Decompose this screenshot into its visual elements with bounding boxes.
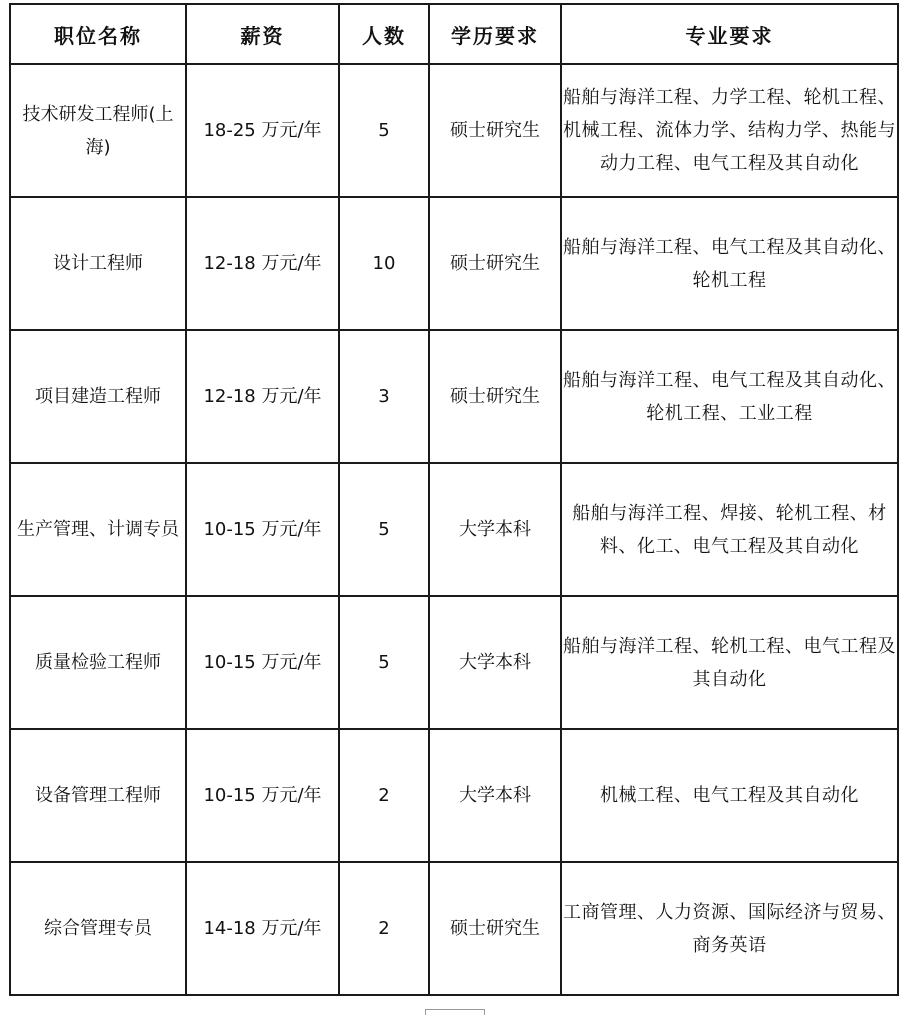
major-cell: 船舶与海洋工程、电气工程及其自动化、轮机工程 (561, 197, 898, 330)
major-cell: 机械工程、电气工程及其自动化 (561, 729, 898, 862)
table-row (10, 197, 898, 330)
table-row (10, 463, 898, 596)
headcount-cell: 5 (339, 596, 429, 729)
table-row (10, 596, 898, 729)
header-major: 专业要求 (561, 4, 898, 64)
education-cell: 大学本科 (429, 596, 561, 729)
education-cell: 硕士研究生 (429, 862, 561, 995)
headcount-cell: 5 (339, 463, 429, 596)
position-title-cell: 设备管理工程师 (10, 729, 186, 862)
headcount-cell: 10 (339, 197, 429, 330)
position-title-cell: 综合管理专员 (10, 862, 186, 995)
salary-cell: 10-15 万元/年 (186, 596, 339, 729)
major-cell: 船舶与海洋工程、轮机工程、电气工程及其自动化 (561, 596, 898, 729)
recruitment-table (9, 3, 899, 996)
major-cell: 船舶与海洋工程、电气工程及其自动化、轮机工程、工业工程 (561, 330, 898, 463)
table-row (10, 64, 898, 197)
header-position-title: 职位名称 (10, 4, 186, 64)
education-cell: 大学本科 (429, 463, 561, 596)
table-body (10, 64, 898, 995)
header-salary: 薪资 (186, 4, 339, 64)
salary-cell: 12-18 万元/年 (186, 197, 339, 330)
header-row (10, 4, 898, 64)
headcount-cell: 3 (339, 330, 429, 463)
position-title-cell: 质量检验工程师 (10, 596, 186, 729)
header-education: 学历要求 (429, 4, 561, 64)
headcount-cell: 5 (339, 64, 429, 197)
position-title-cell: 项目建造工程师 (10, 330, 186, 463)
salary-cell: 10-15 万元/年 (186, 463, 339, 596)
salary-cell: 18-25 万元/年 (186, 64, 339, 197)
header-headcount: 人数 (339, 4, 429, 64)
table-row (10, 729, 898, 862)
education-cell: 硕士研究生 (429, 330, 561, 463)
table-row (10, 330, 898, 463)
position-title-cell: 设计工程师 (10, 197, 186, 330)
salary-cell: 12-18 万元/年 (186, 330, 339, 463)
major-cell: 工商管理、人力资源、国际经济与贸易、商务英语 (561, 862, 898, 995)
major-cell: 船舶与海洋工程、力学工程、轮机工程、机械工程、流体力学、结构力学、热能与动力工程、电气工程及其自动化 (561, 64, 898, 197)
headcount-cell: 2 (339, 862, 429, 995)
education-cell: 大学本科 (429, 729, 561, 862)
salary-cell: 10-15 万元/年 (186, 729, 339, 862)
salary-cell: 14-18 万元/年 (186, 862, 339, 995)
position-title-cell: 生产管理、计调专员 (10, 463, 186, 596)
table-row (10, 862, 898, 995)
education-cell: 硕士研究生 (429, 64, 561, 197)
education-cell: 硕士研究生 (429, 197, 561, 330)
page-edge-marker (425, 1009, 485, 1015)
position-title-cell: 技术研发工程师(上海) (10, 64, 186, 197)
major-cell: 船舶与海洋工程、焊接、轮机工程、材料、化工、电气工程及其自动化 (561, 463, 898, 596)
table-header (10, 4, 898, 64)
headcount-cell: 2 (339, 729, 429, 862)
